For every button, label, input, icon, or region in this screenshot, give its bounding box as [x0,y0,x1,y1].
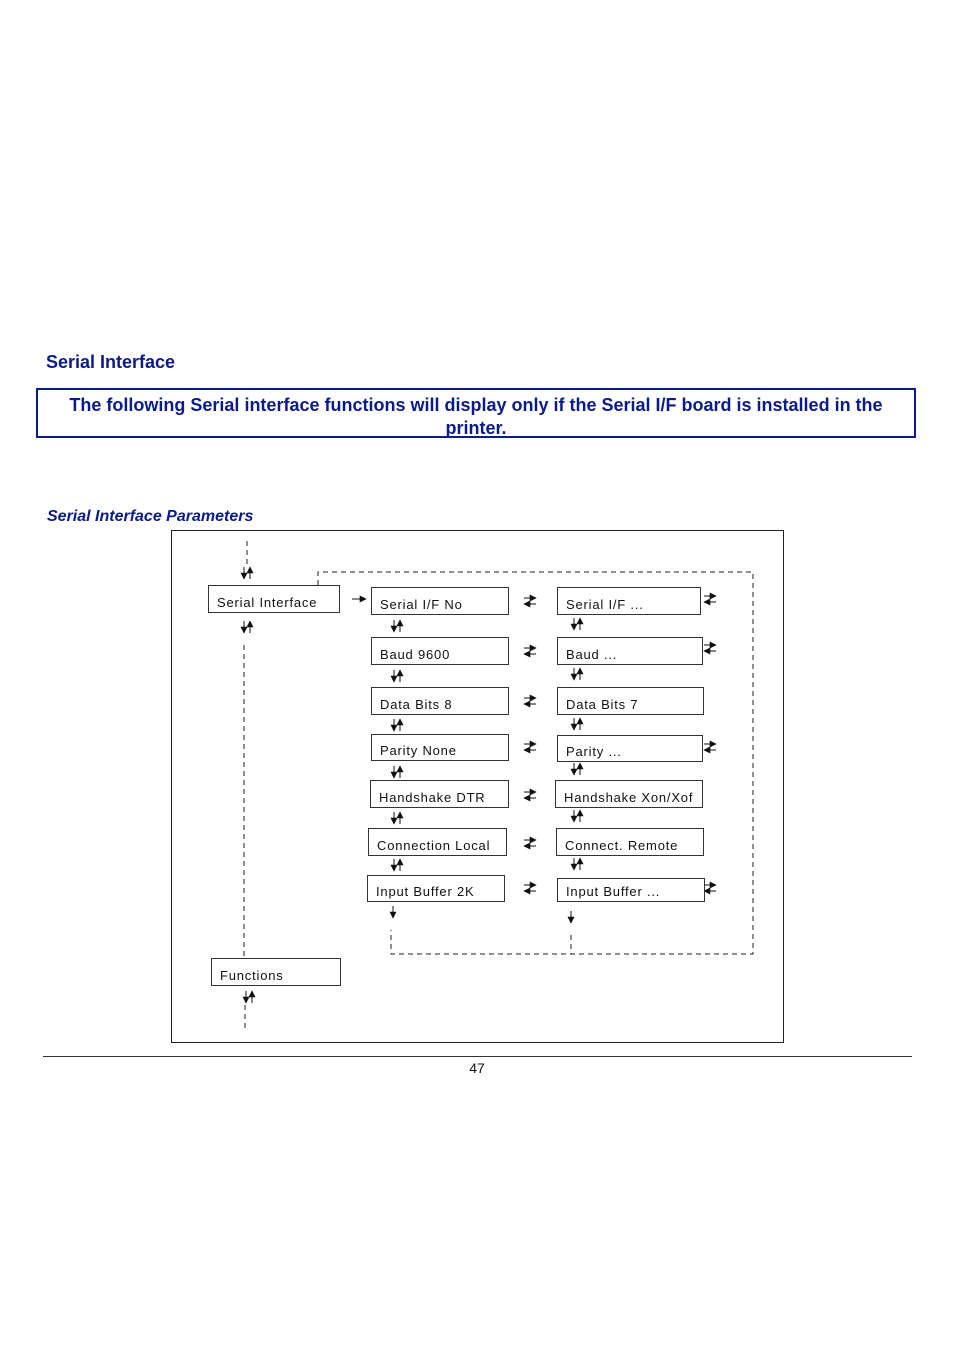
current-value-box [371,734,509,761]
box-label: Handshake Xon/Xof [564,790,694,805]
notice-text: The following Serial interface functions will display only if the Serial I/F board is installed in the printer. [69,395,883,438]
box-label: Input Buffer 2K [376,884,475,899]
box-label: Data Bits 8 [380,697,453,712]
current-value-box [371,637,509,665]
box-label: Input Buffer ... [566,884,661,899]
box-label: Connection Local [377,838,491,853]
current-value-box [368,828,507,856]
alternative-value-box [555,780,703,808]
current-value-box [371,587,509,615]
current-value-box [370,780,509,808]
alternative-value-box [557,687,704,715]
box-label: Parity None [380,743,457,758]
current-value-box [371,687,509,715]
menu-box-serial-interface [208,585,340,613]
box-label: Parity ... [566,744,622,759]
box-label: Serial Interface [217,595,318,610]
box-label: Baud 9600 [380,647,451,662]
box-label: Serial I/F No [380,597,463,612]
box-label: Handshake DTR [379,790,486,805]
section-title: Serial Interface [46,352,176,372]
footer-rule [43,1056,912,1057]
diagram-title: Serial Interface Parameters [47,508,254,525]
alternative-value-box [556,828,704,856]
alternative-value-box [557,878,705,902]
menu-box-functions [211,958,341,986]
alternative-value-box [557,637,703,665]
box-label: Serial I/F ... [566,597,644,612]
box-label: Baud ... [566,647,618,662]
box-label: Data Bits 7 [566,697,639,712]
page-number: 47 [469,1060,485,1076]
current-value-box [367,875,505,902]
box-label: Functions [220,968,284,983]
alternative-value-box [557,587,701,615]
alternative-value-box [557,735,703,762]
box-label: Connect. Remote [565,838,679,853]
